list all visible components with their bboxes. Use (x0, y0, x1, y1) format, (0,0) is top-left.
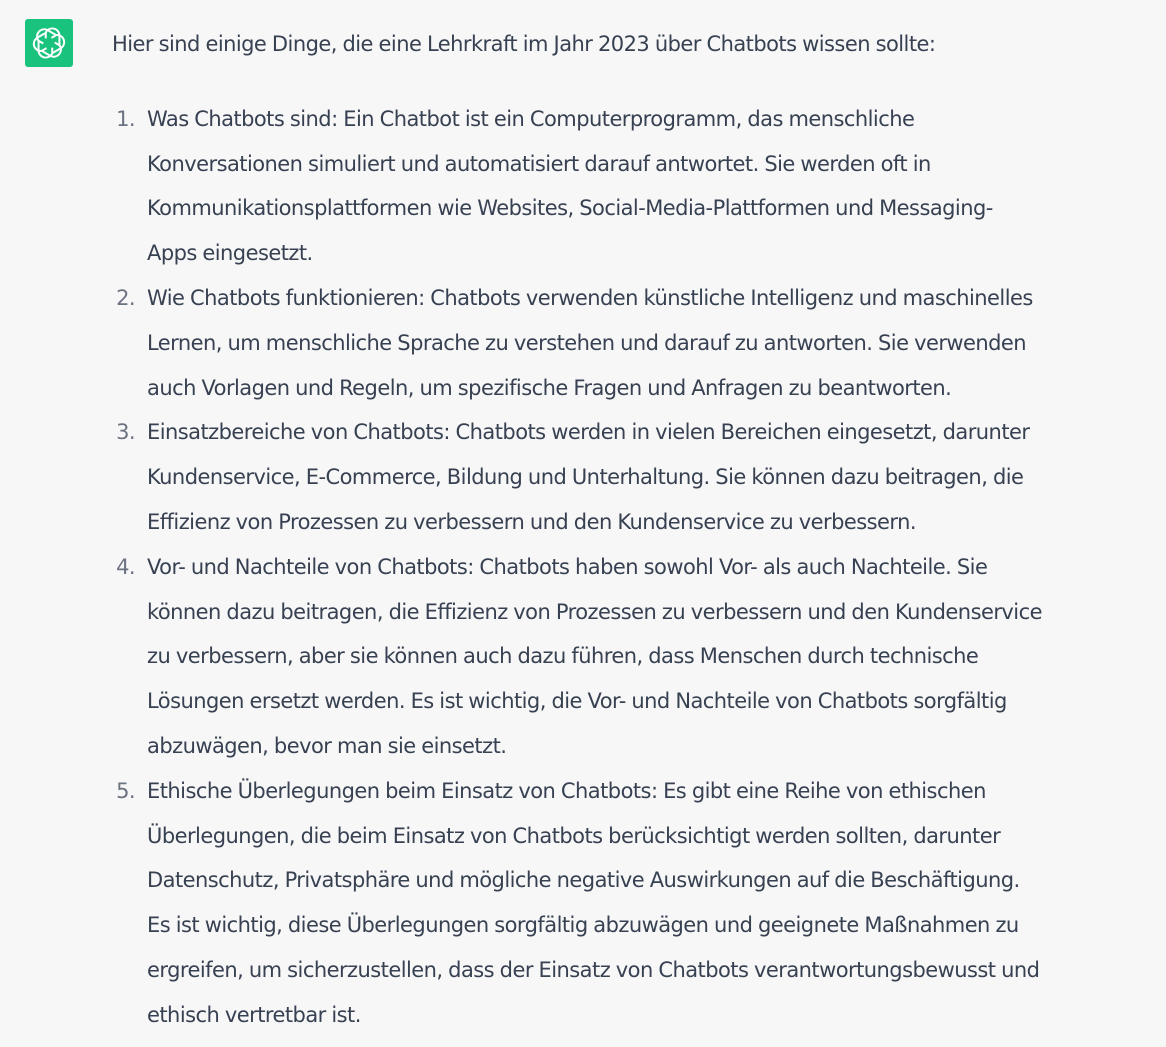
list-item-line: auch Vorlagen und Regeln, um spezifische Fragen und Anfragen zu beantworten. (147, 375, 952, 400)
list-item-line: Wie Chatbots funktionieren: Chatbots verwenden künstliche Intelligenz und maschinelles (147, 285, 1033, 310)
list-item-line: ethisch vertretbar ist. (147, 1002, 361, 1027)
list-item-line: Kundenservice, E-Commerce, Bildung und Unterhaltung. Sie können dazu beitragen, die (147, 465, 1024, 490)
list-item (112, 276, 1166, 410)
list-item-number: 3. (116, 420, 135, 445)
list-item-line: ergreifen, um sicherzustellen, dass der Einsatz von Chatbots verantwortungsbewusst und (147, 957, 1040, 982)
list-item-line: Kommunikationsplattformen wie Websites, Social-Media-Plattformen und Messaging- (147, 196, 993, 221)
list-item-line: zu verbessern, aber sie können auch dazu führen, dass Menschen durch technische (147, 644, 979, 669)
list-item-line: Einsatzbereiche von Chatbots: Chatbots werden in vielen Bereichen eingesetzt, darunter (147, 420, 1030, 445)
list-item (112, 410, 1166, 544)
list-item-line: Lösungen ersetzt werden. Es ist wichtig, die Vor- und Nachteile von Chatbots sorgfältig (147, 689, 1007, 714)
assistant-avatar (25, 19, 73, 67)
list-item-line: Es ist wichtig, diese Überlegungen sorgfältig abzuwägen und geeignete Maßnahmen zu (147, 913, 1019, 938)
list-item-line: Lernen, um menschliche Sprache zu verstehen und darauf zu antworten. Sie verwenden (147, 330, 1027, 355)
list-item (112, 769, 1166, 1038)
list-item-line: Ethische Überlegungen beim Einsatz von Chatbots: Es gibt eine Reihe von ethischen (147, 778, 986, 803)
list-item-line: Effizienz von Prozessen zu verbessern und den Kundenservice zu verbessern. (147, 509, 917, 534)
list-item-line: abzuwägen, bevor man sie einsetzt. (147, 733, 507, 758)
numbered-list (112, 97, 1166, 1038)
message-content (112, 22, 1166, 1038)
list-item-number: 4. (116, 554, 135, 579)
list-item-number: 2. (116, 285, 135, 310)
list-item-line: Apps eingesetzt. (147, 241, 313, 266)
list-item-line: können dazu beitragen, die Effizienz von Prozessen zu verbessern und den Kundenservice (147, 599, 1042, 624)
openai-logo-icon (31, 25, 67, 61)
list-item-number: 1. (116, 106, 135, 131)
list-item (112, 97, 1166, 276)
list-item-line: Überlegungen, die beim Einsatz von Chatbots berücksichtigt werden sollten, darunter (147, 823, 1001, 848)
list-item-line: Vor- und Nachteile von Chatbots: Chatbots haben sowohl Vor- als auch Nachteile. Sie (147, 554, 988, 579)
list-item-line: Konversationen simuliert und automatisiert darauf antwortet. Sie werden oft in (147, 151, 931, 176)
list-item-number: 5. (116, 778, 135, 803)
list-item-line: Was Chatbots sind: Ein Chatbot ist ein Computerprogramm, das menschliche (147, 106, 915, 131)
list-item-line: Datenschutz, Privatsphäre und mögliche negative Auswirkungen auf die Beschäftigung. (147, 868, 1020, 893)
list-item (112, 545, 1166, 769)
message-intro: Hier sind einige Dinge, die eine Lehrkraft im Jahr 2023 über Chatbots wissen sollte: (112, 32, 936, 56)
